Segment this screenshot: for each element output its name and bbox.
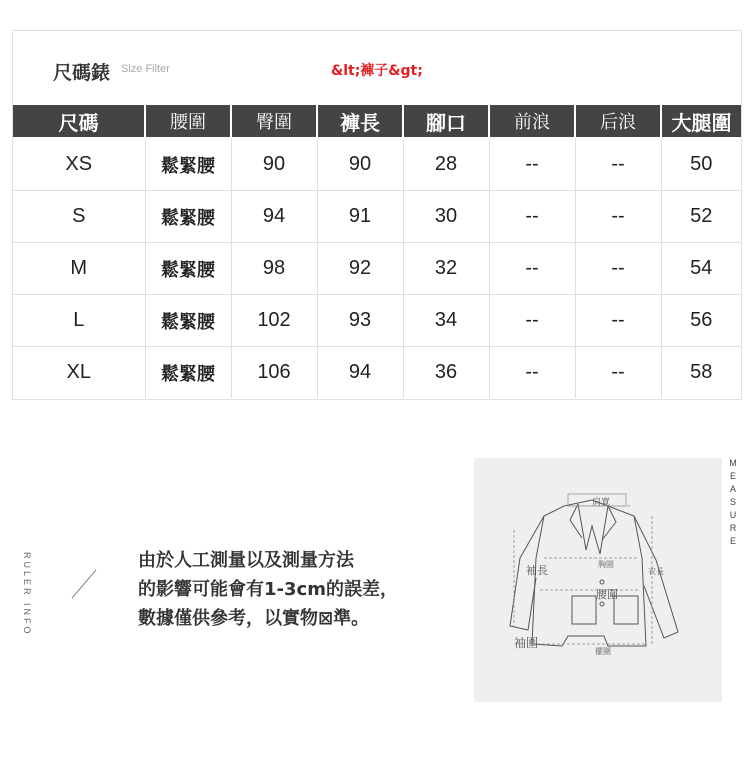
cell-waist: 鬆緊腰 [145,295,231,347]
measure-letter: M [729,458,737,468]
cell-thigh: 50 [661,138,741,191]
cell-length: 92 [317,243,403,295]
cell-hem: 32 [403,243,489,295]
cell-hem: 36 [403,347,489,399]
cell-hip: 106 [231,347,317,399]
label-waist: 腰圍 [596,588,618,601]
size-chart-panel [12,30,742,400]
note-line: 由於人工測量以及測量方法 [138,550,354,571]
cell-waist: 鬆緊腰 [145,191,231,243]
cell-waist: 鬆緊腰 [145,347,231,399]
cell-length: 91 [317,191,403,243]
size-chart-title: 尺碼錶 [53,62,111,84]
cell-back-rise: -- [575,243,661,295]
table-row [13,138,741,191]
cell-back-rise: -- [575,347,661,399]
note-line: 數據僅供參考，以實物⊠準。 [138,608,370,629]
cell-hem: 34 [403,295,489,347]
size-table [13,105,741,398]
table-row [13,347,741,399]
table-row [13,191,741,243]
measurement-note [138,546,398,633]
table-row [13,243,741,295]
measure-letter: R [729,523,737,533]
cell-length: 90 [317,138,403,191]
table-header-row [13,105,741,138]
cell-back-rise: -- [575,191,661,243]
cell-front-rise: -- [489,191,575,243]
table-row [13,295,741,347]
measure-letter: E [729,536,736,546]
column-header-thigh: 大腿圍 [661,105,741,138]
label-length: 衣長 [648,567,664,576]
slash-divider-icon [70,568,98,600]
measure-letter: S [729,497,736,507]
label-bust: 胸圍 [598,560,614,569]
label-shoulder: 肩寬 [592,498,611,508]
measure-letter: E [729,471,736,481]
cell-length: 94 [317,347,403,399]
cell-thigh: 54 [661,243,741,295]
cell-length: 93 [317,295,403,347]
cell-waist: 鬆緊腰 [145,138,231,191]
cell-hip: 102 [231,295,317,347]
cell-front-rise: -- [489,347,575,399]
jacket-measurement-diagram [474,458,722,702]
label-hem: 擺圍 [595,647,611,656]
cell-thigh: 56 [661,295,741,347]
cell-front-rise: -- [489,243,575,295]
measure-letter: U [729,510,737,520]
ruler-info-label: RULER INFO [22,552,32,637]
column-header-length: 褲長 [317,105,403,138]
cell-front-rise: -- [489,295,575,347]
cell-size: S [13,191,145,243]
column-header-hip: 臀圍 [231,105,317,138]
label-cuff: 袖圍 [514,636,539,650]
cell-thigh: 52 [661,191,741,243]
cell-back-rise: -- [575,295,661,347]
label-sleeve-length: 袖長 [526,564,548,577]
cell-size: M [13,243,145,295]
measure-letter: A [729,484,736,494]
cell-hem: 30 [403,191,489,243]
column-header-front-rise: 前浪 [489,105,575,138]
cell-hip: 90 [231,138,317,191]
cell-waist: 鬆緊腰 [145,243,231,295]
cell-thigh: 58 [661,347,741,399]
column-header-hem: 腳口 [403,105,489,138]
column-header-waist: 腰圍 [145,105,231,138]
cell-back-rise: -- [575,138,661,191]
cell-size: XL [66,361,91,383]
column-header-size: 尺碼 [13,105,145,138]
product-category-label: &lt;褲子&gt; [331,63,423,79]
measure-vertical-label [727,457,739,548]
cell-hip: 98 [231,243,317,295]
column-header-back-rise: 后浪 [575,105,661,138]
cell-size: XS [13,138,145,191]
cell-hem: 28 [403,138,489,191]
cell-hip: 94 [231,191,317,243]
cell-size: L [13,295,145,347]
note-line: 的影響可能會有1-3cm的誤差， [138,579,398,600]
cell-front-rise: -- [489,138,575,191]
size-chart-subtitle: Size Filter [121,63,170,75]
